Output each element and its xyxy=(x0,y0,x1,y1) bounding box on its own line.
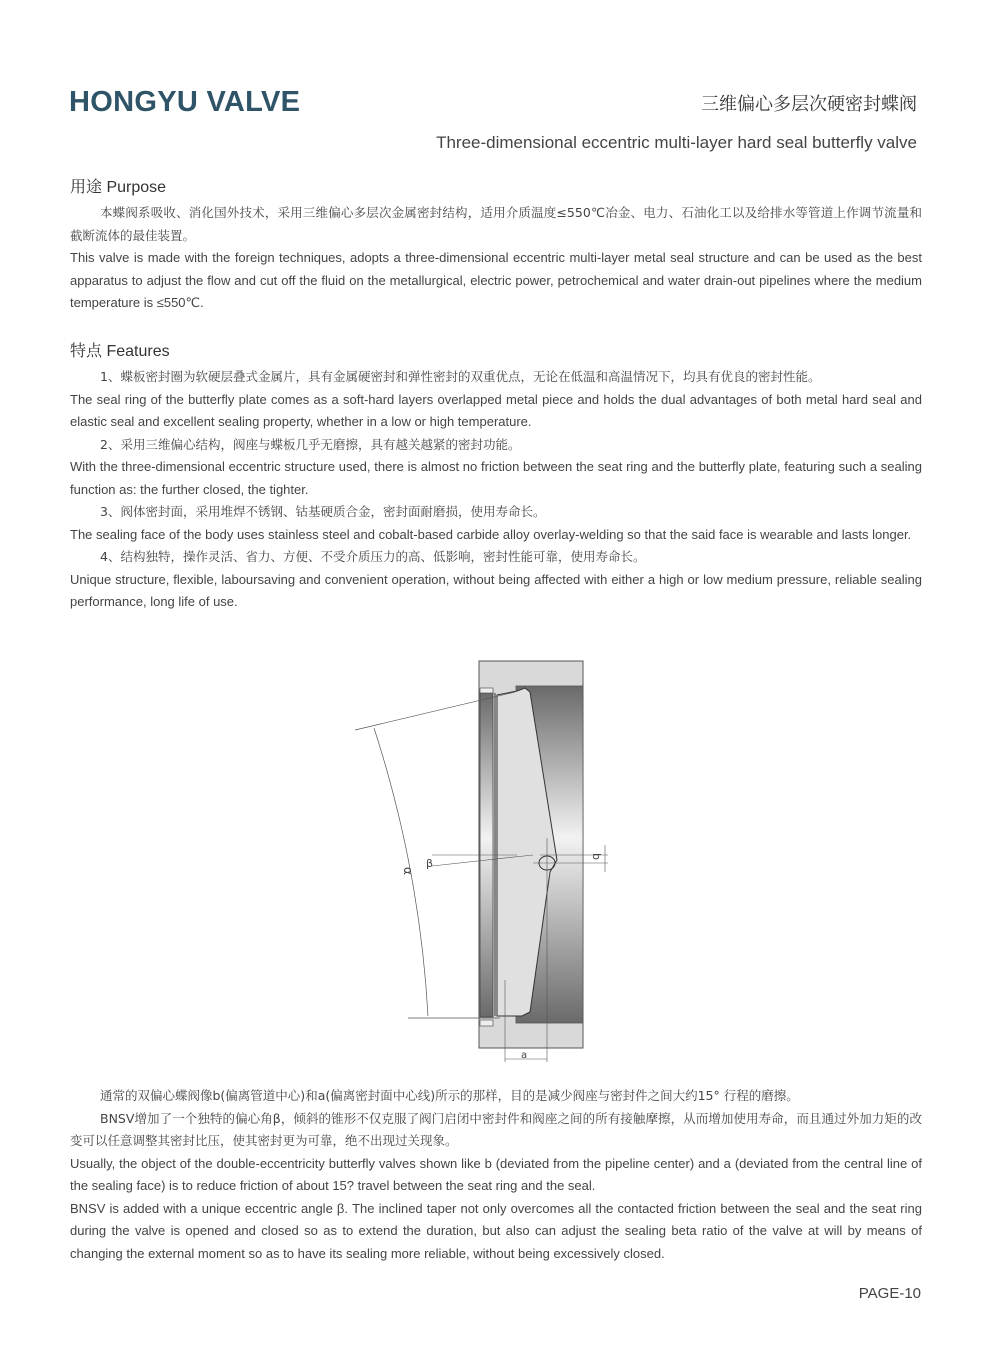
brand-logo: HONGYU VALVE xyxy=(69,86,301,118)
alpha-label: α xyxy=(401,867,415,875)
purpose-cn: 本蝶阀系吸收、消化国外技术，采用三维偏心多层次金属密封结构，适用介质温度≤550℃冶金、电力、石油化工以及给排水等管道上作调节流量和截断流体的最佳装置。 xyxy=(70,205,922,243)
feature-en: With the three-dimensional eccentric structure used, there is almost no friction between the seat ring and the butterfly plate, featuring such a sealing function as: the further closed, the tighter. xyxy=(70,459,922,497)
feature-en: The seal ring of the butterfly plate comes as a soft-hard layers overlapped metal piece and holds the dual advantages of both metal hard seal and elastic seal and excellent sealing property, whether in a low or high temperature. xyxy=(70,391,922,429)
feature-cn: 3、阀体密封面，采用堆焊不锈钢、钴基硬质合金，密封面耐磨损，使用寿命长。 xyxy=(100,504,546,519)
title-chinese: 三维偏心多层次硬密封蝶阀 xyxy=(701,94,917,115)
purpose-heading: 用途 Purpose xyxy=(70,179,167,196)
explanation-cn: 通常的双偏心蝶阀像b(偏离管道中心)和a(偏离密封面中心线)所示的那样，目的是减少阀座与密封件之间大约15° 行程的磨擦。 xyxy=(100,1088,799,1103)
feature-cn: 4、结构独特，操作灵活、省力、方便、不受介质压力的高、低影响，密封性能可靠，使用寿命长。 xyxy=(100,549,646,564)
features-heading: 特点 Features xyxy=(70,343,170,360)
feature-cn: 1、蝶板密封圈为软硬层叠式金属片，具有金属硬密封和弹性密封的双重优点，无论在低温和高温情况下，均具有优良的密封性能。 xyxy=(100,369,821,384)
eccentricity-explanation xyxy=(70,1085,922,1265)
explanation-cn: BNSV增加了一个独特的偏心角β，倾斜的锥形不仅克服了阀门启闭中密封件和阀座之间的所有接触摩擦，从而增加使用寿命，而且通过外加力矩的改变可以任意调整其密封比压，使其密封更为可靠，绝不出现过关现象。 xyxy=(70,1110,922,1148)
feature-en: The sealing face of the body uses stainless steel and cobalt-based carbide alloy overlay-welding so that the said face is wearable and lasts longer. xyxy=(70,526,912,542)
b-label: b xyxy=(590,853,603,860)
a-label: a xyxy=(521,1050,528,1061)
title-english: Three-dimensional eccentric multi-layer hard seal butterfly valve xyxy=(436,133,917,152)
explanation-en: BNSV is added with a unique eccentric angle β. The inclined taper not only overcomes all the contacted friction between the seal and the seat ring during the valve is opened and closed so as to extend the duration, but also can adjust the sealing beta ratio of the valve at will by means of changing the external moment so as to have its sealing more reliable, without being excessively closed. xyxy=(70,1200,922,1261)
feature-cn: 2、采用三维偏心结构，阀座与蝶板几乎无磨擦，具有越关越紧的密封功能。 xyxy=(100,436,521,452)
beta-label: β xyxy=(426,857,434,870)
explanation-en: Usually, the object of the double-eccentricity butterfly valves shown like b (deviated from the pipeline center) and a (deviated from the central line of the sealing face) is to reduce friction of about 15? travel between the seat ring and the seal. xyxy=(70,1155,922,1193)
page-number: PAGE-10 xyxy=(858,1285,921,1302)
feature-en: Unique structure, flexible, laboursaving and convenient operation, without being affected with either a high or low medium pressure, reliable sealing performance, long life of use. xyxy=(70,571,922,609)
purpose-en: This valve is made with the foreign techniques, adopts a three-dimensional eccentric multi-layer metal seal structure and can be used as the best apparatus to adjust the flow and cut off the fluid on the metallurgical, electric power, petrochemical and water drain-out pipelines where the medium temperature is ≤550℃. xyxy=(70,250,922,310)
